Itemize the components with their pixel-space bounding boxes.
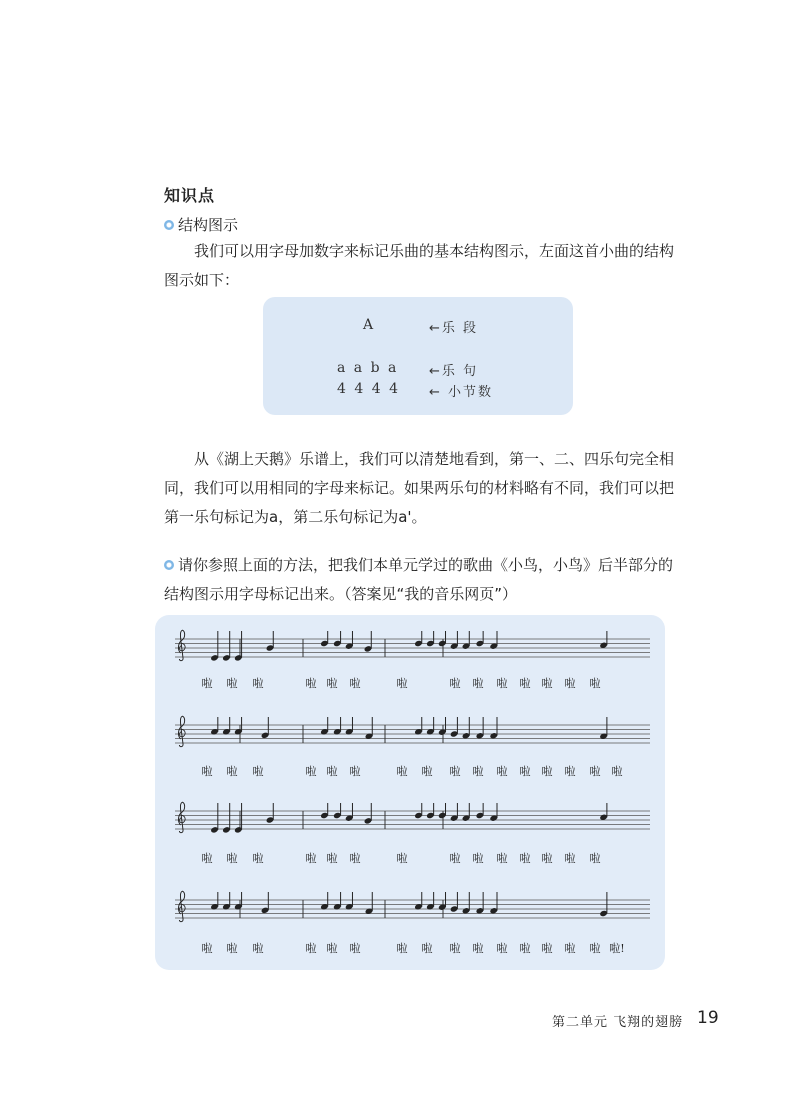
intro-paragraph: 我们可以用字母加数字来标记乐曲的基本结构图示，左面这首小曲的结构图示如下： (164, 242, 675, 289)
lyric-syllable: 啦 (201, 942, 213, 955)
section-heading: 知识点 (164, 186, 216, 205)
lyric-syllable: 啦 (421, 765, 433, 778)
task-paragraph (164, 551, 674, 609)
lyric-syllable: 啦 (589, 765, 601, 778)
lyric-syllable: 啦 (472, 942, 484, 955)
lyric-syllable: 啦 (496, 852, 508, 865)
lyric-syllable: 啦 (541, 852, 553, 865)
lyric-syllable: 啦 (305, 942, 317, 955)
measure-label: ← 小节数 (429, 385, 494, 400)
lyric-syllable: 啦 (252, 942, 264, 955)
task-text: 请你参照上面的方法，把我们本单元学过的歌曲《小鸟，小鸟》后半部分的结构图示用字母标记出来。（答案见“我的音乐网页”） (164, 556, 674, 603)
section-label: ←乐 段 (429, 321, 479, 336)
lyric-syllable: 啦 (421, 942, 433, 955)
lyric-syllable: 啦 (201, 765, 213, 778)
lyric-syllable: 啦 (519, 852, 531, 865)
lyric-syllable: 啦 (541, 677, 553, 690)
bullet-icon (164, 560, 174, 570)
staff-notation (155, 615, 665, 970)
lyric-row (155, 940, 665, 956)
lyric-row (155, 763, 665, 779)
explanation-paragraph: 从《湖上天鹅》乐谱上，我们可以清楚地看到，第一、二、四乐句完全相同，我们可以用相同的字母来标记。如果两乐句的材料略有不同，我们可以把第一乐句标记为a，第二乐句标记为a'。 (164, 450, 675, 526)
lyric-syllable: 啦 (396, 765, 408, 778)
lyric-syllable: 啦 (349, 765, 361, 778)
treble-clef-icon (178, 891, 185, 921)
lyric-syllable: 啦 (611, 765, 623, 778)
phrase-letters: a a b a (337, 360, 399, 376)
lyric-syllable: 啦 (396, 852, 408, 865)
section-letter: A (363, 317, 374, 333)
lyric-syllable: 啦 (564, 677, 576, 690)
lyric-syllable: 啦 (305, 852, 317, 865)
lyric-syllable: 啦 (226, 942, 238, 955)
structure-subtitle (164, 214, 238, 235)
lyric-syllable: 啦 (326, 677, 338, 690)
lyric-syllable: 啦 (589, 852, 601, 865)
lyric-syllable: 啦 (349, 677, 361, 690)
lyric-syllable: 啦 (226, 852, 238, 865)
lyric-syllable: 啦 (472, 765, 484, 778)
footer-unit-title: 第二单元 飞翔的翅膀 (552, 1015, 684, 1030)
music-score (155, 615, 665, 970)
lyric-syllable: 啦 (252, 765, 264, 778)
measure-counts: 4 4 4 4 (337, 381, 400, 397)
lyric-syllable: 啦 (496, 765, 508, 778)
lyric-syllable: 啦 (305, 677, 317, 690)
lyric-syllable: 啦 (252, 677, 264, 690)
treble-clef-icon (178, 630, 185, 660)
phrase-label: ←乐 句 (429, 364, 479, 379)
lyric-syllable: 啦 (349, 852, 361, 865)
lyric-syllable: 啦 (519, 765, 531, 778)
structure-subtitle-text: 结构图示 (178, 216, 239, 234)
lyric-syllable: 啦 (396, 942, 408, 955)
lyric-syllable: 啦 (326, 765, 338, 778)
lyric-syllable: 啦 (541, 942, 553, 955)
lyric-syllable: 啦 (326, 852, 338, 865)
lyric-row (155, 675, 665, 691)
lyric-syllable: 啦 (396, 677, 408, 690)
lyric-syllable: 啦! (609, 942, 625, 955)
lyric-syllable: 啦 (449, 765, 461, 778)
lyric-syllable: 啦 (252, 852, 264, 865)
lyric-syllable: 啦 (226, 677, 238, 690)
lyric-syllable: 啦 (326, 942, 338, 955)
lyric-syllable: 啦 (226, 765, 238, 778)
lyric-syllable: 啦 (201, 852, 213, 865)
lyric-syllable: 啦 (496, 942, 508, 955)
lyric-syllable: 啦 (496, 677, 508, 690)
page-number: 19 (697, 1008, 719, 1028)
lyric-syllable: 啦 (449, 942, 461, 955)
lyric-syllable: 啦 (449, 677, 461, 690)
lyric-syllable: 啦 (541, 765, 553, 778)
lyric-syllable: 啦 (449, 852, 461, 865)
lyric-syllable: 啦 (519, 942, 531, 955)
lyric-syllable: 啦 (519, 677, 531, 690)
lyric-syllable: 啦 (472, 852, 484, 865)
treble-clef-icon (178, 802, 185, 832)
lyric-syllable: 啦 (589, 942, 601, 955)
lyric-syllable: 啦 (472, 677, 484, 690)
lyric-row (155, 850, 665, 866)
lyric-syllable: 啦 (589, 677, 601, 690)
bullet-icon (164, 220, 174, 230)
lyric-syllable: 啦 (201, 677, 213, 690)
lyric-syllable: 啦 (564, 765, 576, 778)
lyric-syllable: 啦 (305, 765, 317, 778)
lyric-syllable: 啦 (349, 942, 361, 955)
treble-clef-icon (178, 716, 185, 746)
structure-diagram (263, 297, 573, 415)
lyric-syllable: 啦 (564, 942, 576, 955)
lyric-syllable: 啦 (564, 852, 576, 865)
